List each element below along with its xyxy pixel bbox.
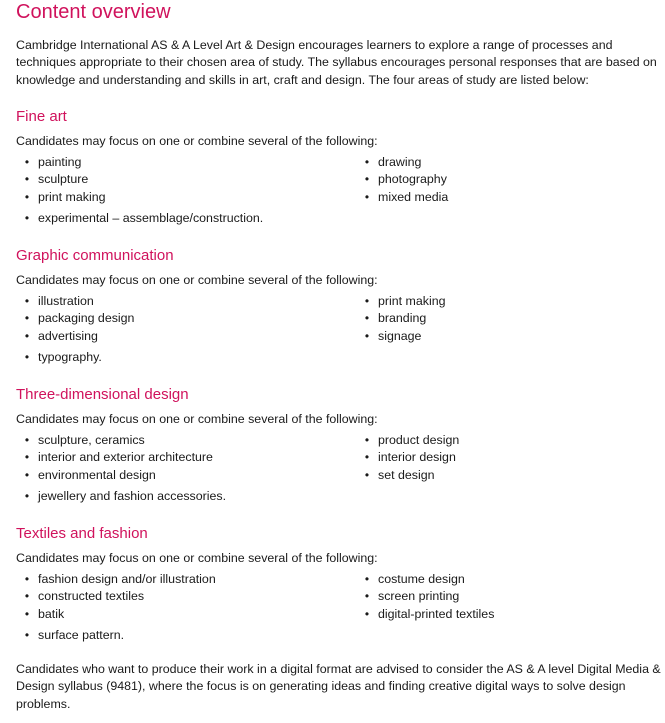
section-three-dimensional-design	[16, 385, 661, 503]
bullet-icon: •	[364, 468, 370, 482]
list-item: • illustration	[38, 293, 94, 310]
bullet-icon: •	[24, 628, 30, 642]
list-item: • experimental – assemblage/construction.	[38, 210, 263, 227]
bullet-icon: •	[24, 311, 30, 325]
bullet-icon: •	[24, 572, 30, 586]
list-item: • digital-printed textiles	[378, 606, 494, 623]
section-heading: Three-dimensional design	[16, 386, 189, 403]
list-item: • print making	[38, 189, 106, 206]
bullet-icon: •	[364, 572, 370, 586]
list-item: • interior and exterior architecture	[38, 449, 213, 466]
bullet-icon: •	[24, 329, 30, 343]
bullet-icon: •	[24, 190, 30, 204]
section-graphic-communication	[16, 246, 661, 364]
list-item: • set design	[378, 467, 434, 484]
list-item: • advertising	[38, 328, 98, 345]
bullet-icon: •	[364, 172, 370, 186]
list-item: • screen printing	[378, 588, 459, 605]
bullet-icon: •	[364, 433, 370, 447]
section-fine-art	[16, 107, 661, 225]
section-lead: Candidates may focus on one or combine several of the following:	[16, 273, 378, 287]
bullet-icon: •	[364, 311, 370, 325]
bullet-icon: •	[364, 450, 370, 464]
list-item: • surface pattern.	[38, 627, 124, 644]
intro-paragraph: Cambridge International AS & A Level Art & Design encourages learners to explore a range of processes and techniques appropriate to their chosen area of study. The syllabus encourages personal responses that are based on knowledge and understanding and skills in art, craft and design. The four areas of study are listed below:	[16, 38, 657, 87]
bullet-icon: •	[24, 450, 30, 464]
list-item: • costume design	[378, 571, 465, 588]
section-lead: Candidates may focus on one or combine several of the following:	[16, 551, 378, 565]
list-item: • product design	[378, 432, 459, 449]
section-lead: Candidates may focus on one or combine several of the following:	[16, 134, 378, 148]
list-item: • constructed textiles	[38, 588, 144, 605]
bullet-icon: •	[24, 350, 30, 364]
list-item: • environmental design	[38, 467, 156, 484]
section-lead: Candidates may focus on one or combine several of the following:	[16, 412, 378, 426]
list-item: • sculpture	[38, 171, 88, 188]
bullet-icon: •	[24, 607, 30, 621]
list-item: • mixed media	[378, 189, 448, 206]
list-item: • print making	[378, 293, 446, 310]
section-heading: Textiles and fashion	[16, 525, 148, 542]
bullet-icon: •	[24, 489, 30, 503]
page-title: Content overview	[16, 1, 171, 23]
list-item: • signage	[378, 328, 421, 345]
section-textiles-and-fashion	[16, 524, 661, 642]
section-heading: Graphic communication	[16, 247, 174, 264]
bullet-icon: •	[24, 172, 30, 186]
list-item: • interior design	[378, 449, 456, 466]
bullet-icon: •	[364, 329, 370, 343]
bullet-icon: •	[24, 589, 30, 603]
bullet-icon: •	[364, 607, 370, 621]
bullet-icon: •	[24, 433, 30, 447]
list-item: • branding	[378, 310, 426, 327]
bullet-icon: •	[24, 211, 30, 225]
list-item: • sculpture, ceramics	[38, 432, 145, 449]
outro-paragraph: Candidates who want to produce their work in a digital format are advised to consider the AS & A level Digital Media & Design syllabus (9481), where the focus is on generating ideas and finding creative digital ways to solve design problems.	[16, 662, 661, 711]
list-item: • painting	[38, 154, 81, 171]
bullet-icon: •	[364, 190, 370, 204]
list-item: • jewellery and fashion accessories.	[38, 488, 226, 505]
list-item: • fashion design and/or illustration	[38, 571, 216, 588]
bullet-icon: •	[24, 155, 30, 169]
list-item: • typography.	[38, 349, 102, 366]
list-item: • packaging design	[38, 310, 134, 327]
list-item: • drawing	[378, 154, 421, 171]
list-item: • photography	[378, 171, 447, 188]
list-item: • batik	[38, 606, 64, 623]
bullet-icon: •	[364, 294, 370, 308]
bullet-icon: •	[24, 468, 30, 482]
section-heading: Fine art	[16, 108, 67, 125]
bullet-icon: •	[364, 155, 370, 169]
bullet-icon: •	[364, 589, 370, 603]
bullet-icon: •	[24, 294, 30, 308]
